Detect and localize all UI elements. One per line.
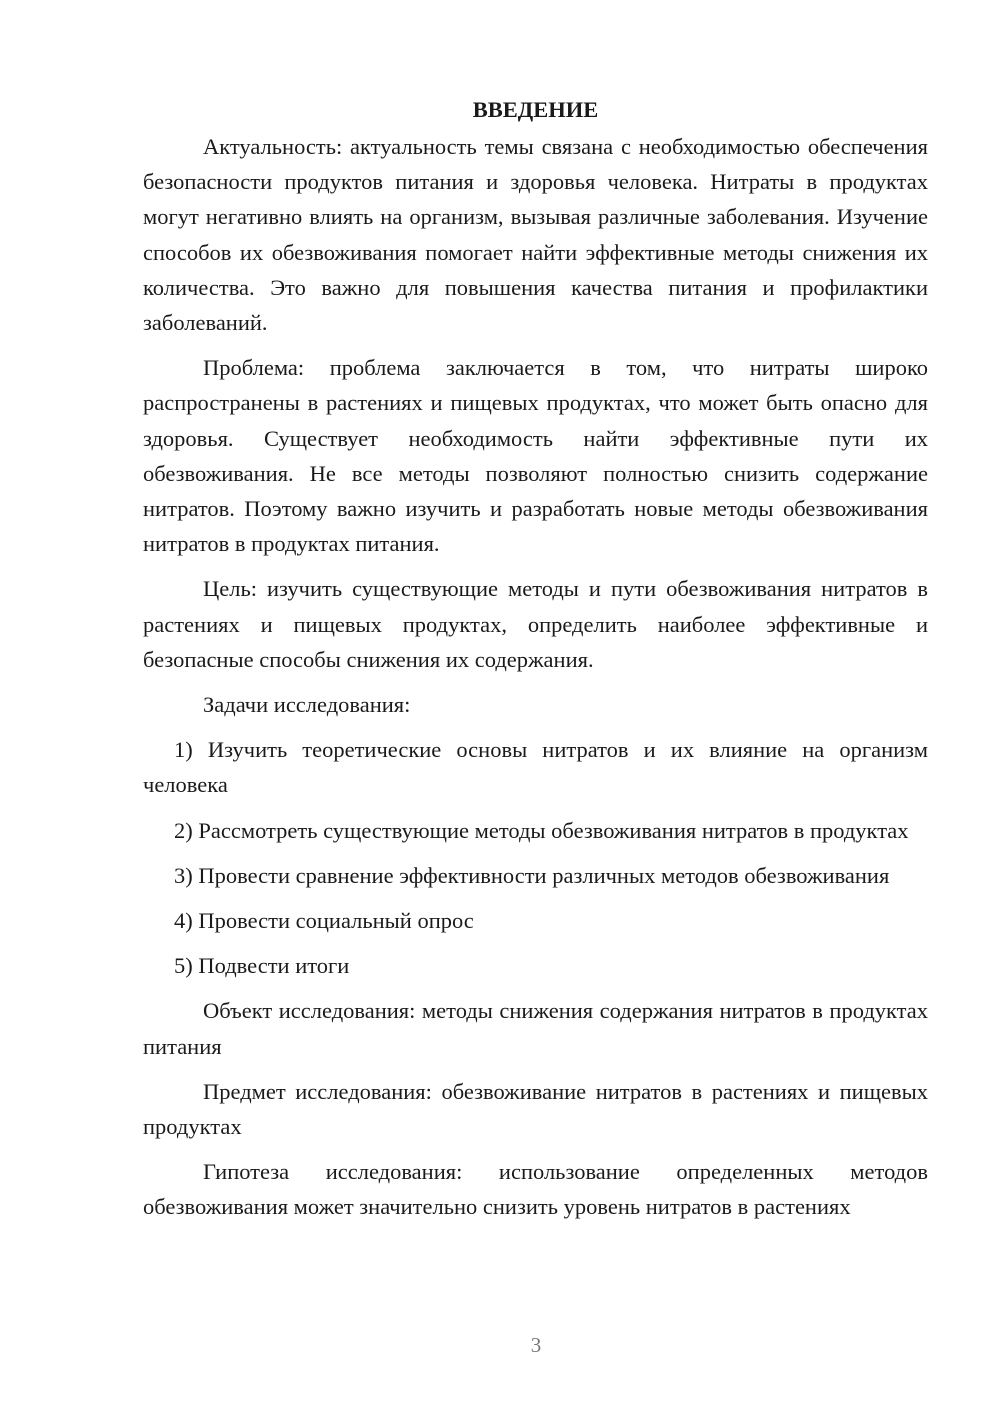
task-item-3: 3) Провести сравнение эффективности различных методов обезвоживания [174, 862, 890, 888]
section-title: ВВЕДЕНИЕ [472, 97, 599, 122]
paragraph-goal: Цель: изучить существующие методы и пути обезвоживания нитратов в растениях и пищевых продуктах, определить наиболее эффективные и безопасные способы снижения их содержания. [143, 576, 928, 672]
paragraph-subject: Предмет исследования: обезвоживание нитратов в растениях и пищевых продуктах [143, 1078, 928, 1140]
document-page [143, 92, 928, 1225]
task-item-5: 5) Подвести итоги [174, 953, 350, 979]
task-item-1: 1) Изучить теоретические основы нитратов и их влияние на организм человека [143, 737, 928, 798]
paragraph-tasks-heading: Задачи исследования: [203, 692, 411, 718]
task-item-4: 4) Провести социальный опрос [174, 908, 474, 934]
paragraph-problem: Проблема: проблема заключается в том, что нитраты широко распространены в растениях и пищевых продуктах, что может быть опасно для здоровья. Существует необходимость найти эффективные пути их обезвоживания. Не все методы позволяют полностью снизить содержание нитратов. Поэтому важно изучить и разработать новые методы обезвоживания нитратов в продуктах питания. [143, 355, 928, 557]
paragraph-object: Объект исследования: методы снижения содержания нитратов в продуктах питания [143, 998, 928, 1059]
paragraph-hypothesis: Гипотеза исследования: использование определенных методов обезвоживания может значительно снизить уровень нитратов в растениях [143, 1159, 928, 1220]
task-item-2: 2) Рассмотреть существующие методы обезвоживания нитратов в продуктах [174, 817, 909, 843]
paragraph-relevance: Актуальность: актуальность темы связана с необходимостью обеспечения безопасности продуктов питания и здоровья человека. Нитраты в продуктах могут негативно влиять на организм, вызывая различные заболевания. Изучение способов их обезвоживания помогает найти эффективные методы снижения их количества. Это важно для повышения качества питания и профилактики заболеваний. [143, 134, 928, 336]
page-number: 3 [530, 1333, 542, 1357]
